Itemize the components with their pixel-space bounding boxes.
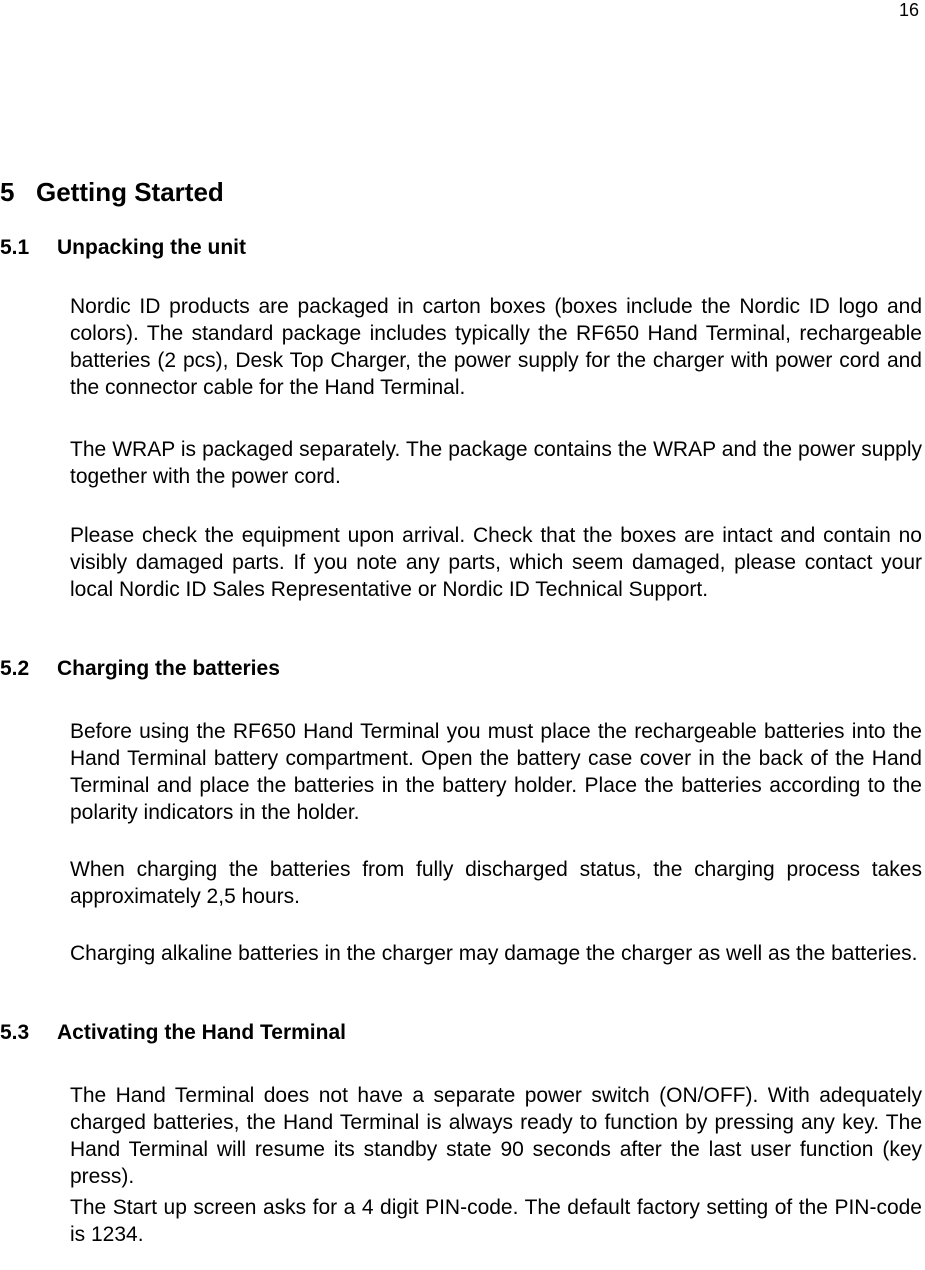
chapter-heading xyxy=(0,176,224,208)
section-title: Unpacking the unit xyxy=(57,236,246,259)
paragraph: Please check the equipment upon arrival. Check that the boxes are intact and contain no visibly damaged parts. If you note any parts, which seem damaged, please contact your local Nordic ID Sales Representative or Nordic ID Technical Support. xyxy=(70,524,922,601)
section-heading-5-3 xyxy=(0,1020,346,1046)
paragraph: When charging the batteries from fully discharged status, the charging process takes approximately 2,5 hours. xyxy=(70,858,922,908)
paragraph: Before using the RF650 Hand Terminal you must place the rechargeable batteries into the Hand Terminal battery compartment. Open the battery case cover in the back of the Hand Terminal and place the batteries in the battery holder. Place the batteries according to the polarity indicators in the holder. xyxy=(70,720,922,824)
page-number: 16 xyxy=(898,0,919,20)
section-number: 5.1 xyxy=(0,236,30,259)
paragraph: The WRAP is packaged separately. The package contains the WRAP and the power supply together with the power cord. xyxy=(70,438,922,488)
paragraph: Nordic ID products are packaged in carton boxes (boxes include the Nordic ID logo and colors). The standard package includes typically the RF650 Hand Terminal, rechargeable batteries (2 pcs), Desk Top Charger, the power supply for the charger with power cord and the connector cable for the Hand Terminal. xyxy=(70,295,922,399)
paragraph: The Start up screen asks for a 4 digit PIN-code. The default factory setting of the PIN-code is 1234. xyxy=(70,1196,922,1246)
section-heading-5-2 xyxy=(0,656,280,682)
section-number: 5.2 xyxy=(0,657,30,680)
section-number: 5.3 xyxy=(0,1021,30,1044)
section-title: Activating the Hand Terminal xyxy=(57,1021,346,1044)
section-title: Charging the batteries xyxy=(57,657,280,680)
paragraph: The Hand Terminal does not have a separate power switch (ON/OFF). With adequately charged batteries, the Hand Terminal is always ready to function by pressing any key. The Hand Terminal will resume its standby state 90 seconds after the last user function (key press). xyxy=(70,1084,922,1188)
chapter-number: 5 xyxy=(0,177,15,207)
section-heading-5-1 xyxy=(0,235,246,261)
paragraph: Charging alkaline batteries in the charger may damage the charger as well as the batteries. xyxy=(70,942,918,965)
chapter-title: Getting Started xyxy=(36,177,224,207)
